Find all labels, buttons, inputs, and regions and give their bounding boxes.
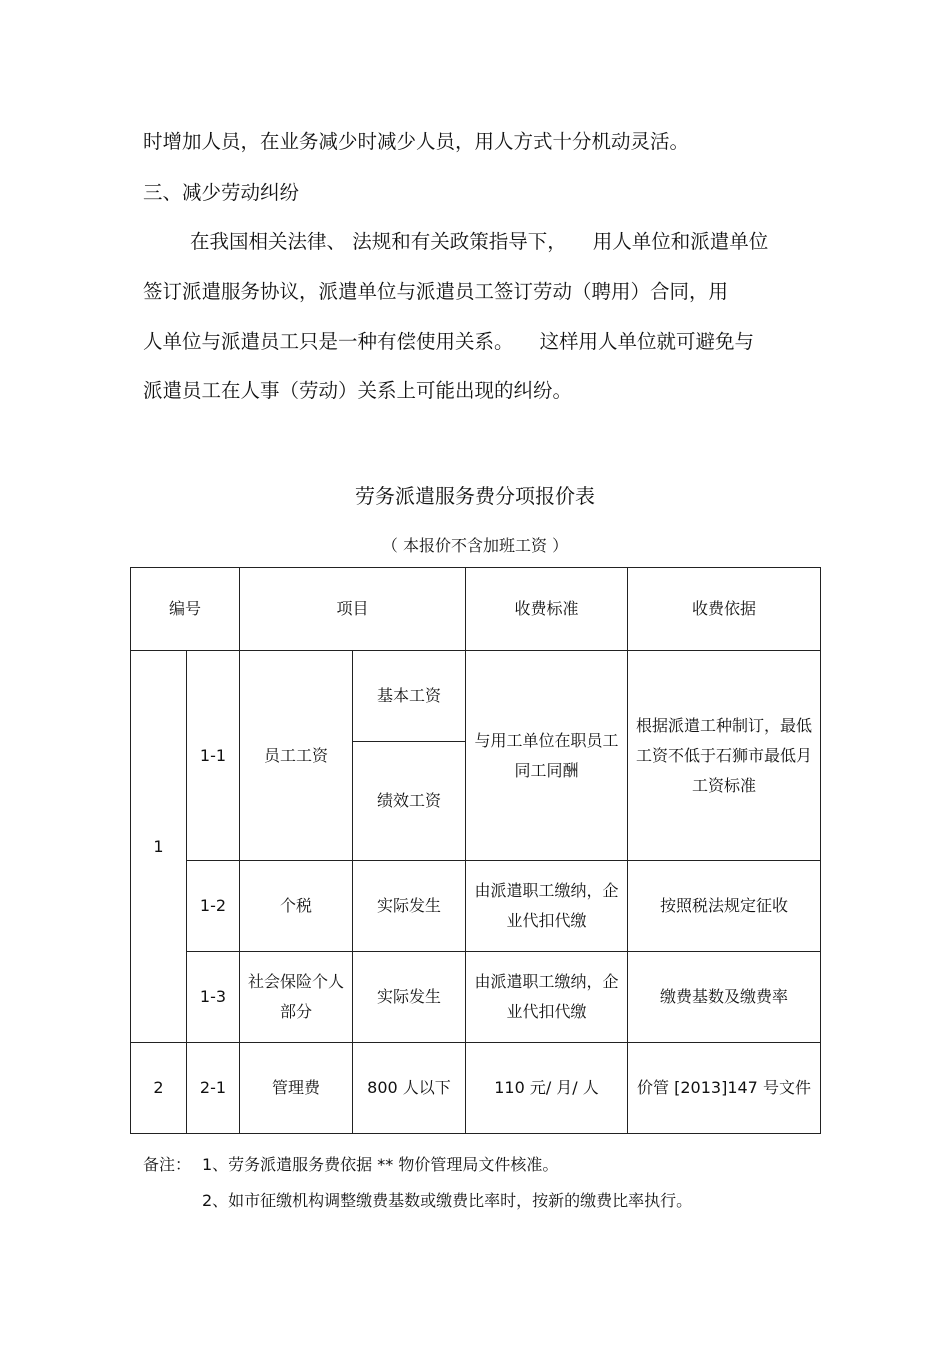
- header-standard: 收费标准: [466, 568, 628, 651]
- row-subitem: 基本工资: [353, 651, 466, 742]
- row-basis: 按照税法规定征收: [628, 861, 821, 952]
- table-subtitle: （ 本报价不含加班工资 ）: [381, 536, 569, 555]
- note-item: 1、劳务派遣服务费依据 ** 物价管理局文件核准。: [202, 1155, 559, 1174]
- table-header-row: [131, 568, 821, 651]
- row-standard: 110 元/ 月/ 人: [466, 1043, 628, 1134]
- paragraph-fragment: 用人单位和派遣单位: [592, 230, 769, 253]
- paragraph-line: 派遣员工在人事（劳动）关系上可能出现的纠纷。: [143, 379, 573, 402]
- section-heading: 三、减少劳动纠纷: [143, 181, 300, 204]
- row-subitem: 800 人以下: [353, 1043, 466, 1134]
- header-basis: 收费依据: [628, 568, 821, 651]
- paragraph-line: [143, 332, 754, 352]
- header-number: 编号: [131, 568, 240, 651]
- paragraph-fragment: 在我国相关法律、 法规和有关政策指导下，: [190, 230, 567, 253]
- row-basis: 根据派遣工种制订，最低工资不低于石狮市最低月工资标准: [628, 651, 821, 861]
- row-item: 员工工资: [240, 651, 353, 861]
- row-standard: 由派遣职工缴纳，企业代扣代缴: [466, 952, 628, 1043]
- row-subitem: 实际发生: [353, 952, 466, 1043]
- row-subitem: 实际发生: [353, 861, 466, 952]
- row-code: 1-2: [187, 861, 240, 952]
- note-item: 2、如市征缴机构调整缴费基数或缴费比率时，按新的缴费比率执行。: [202, 1191, 693, 1210]
- group-number: 1: [131, 651, 187, 1043]
- row-code: 1-3: [187, 952, 240, 1043]
- row-item: 管理费: [240, 1043, 353, 1134]
- fee-table: [130, 567, 821, 1134]
- row-basis: 缴费基数及缴费率: [628, 952, 821, 1043]
- row-standard: 由派遣职工缴纳，企业代扣代缴: [466, 861, 628, 952]
- paragraph-line: 时增加人员，在业务减少时减少人员，用人方式十分机动灵活。: [143, 130, 690, 153]
- row-basis: 价管 [2013]147 号文件: [628, 1043, 821, 1134]
- group-number: 2: [131, 1043, 187, 1134]
- row-item: 个税: [240, 861, 353, 952]
- row-code: 2-1: [187, 1043, 240, 1134]
- paragraph-fragment: 这样用人单位就可避免与: [539, 330, 755, 353]
- header-item: 项目: [240, 568, 466, 651]
- row-standard: 与用工单位在职员工同工同酬: [466, 651, 628, 861]
- paragraph-line: [190, 232, 768, 252]
- paragraph-line: 签订派遣服务协议，派遣单位与派遣员工签订劳动（聘用）合同，用: [143, 280, 729, 303]
- table-title: 劳务派遣服务费分项报价表: [355, 484, 595, 508]
- row-item: 社会保险个人部分: [240, 952, 353, 1043]
- table-row: [131, 861, 821, 952]
- row-code: 1-1: [187, 651, 240, 861]
- paragraph-fragment: 人单位与派遣员工只是一种有偿使用关系。: [143, 330, 514, 353]
- row-subitem: 绩效工资: [353, 742, 466, 861]
- table-row: [131, 1043, 821, 1134]
- table-row: [131, 952, 821, 1043]
- table-row: [131, 651, 821, 742]
- note-label: 备注：: [143, 1155, 192, 1174]
